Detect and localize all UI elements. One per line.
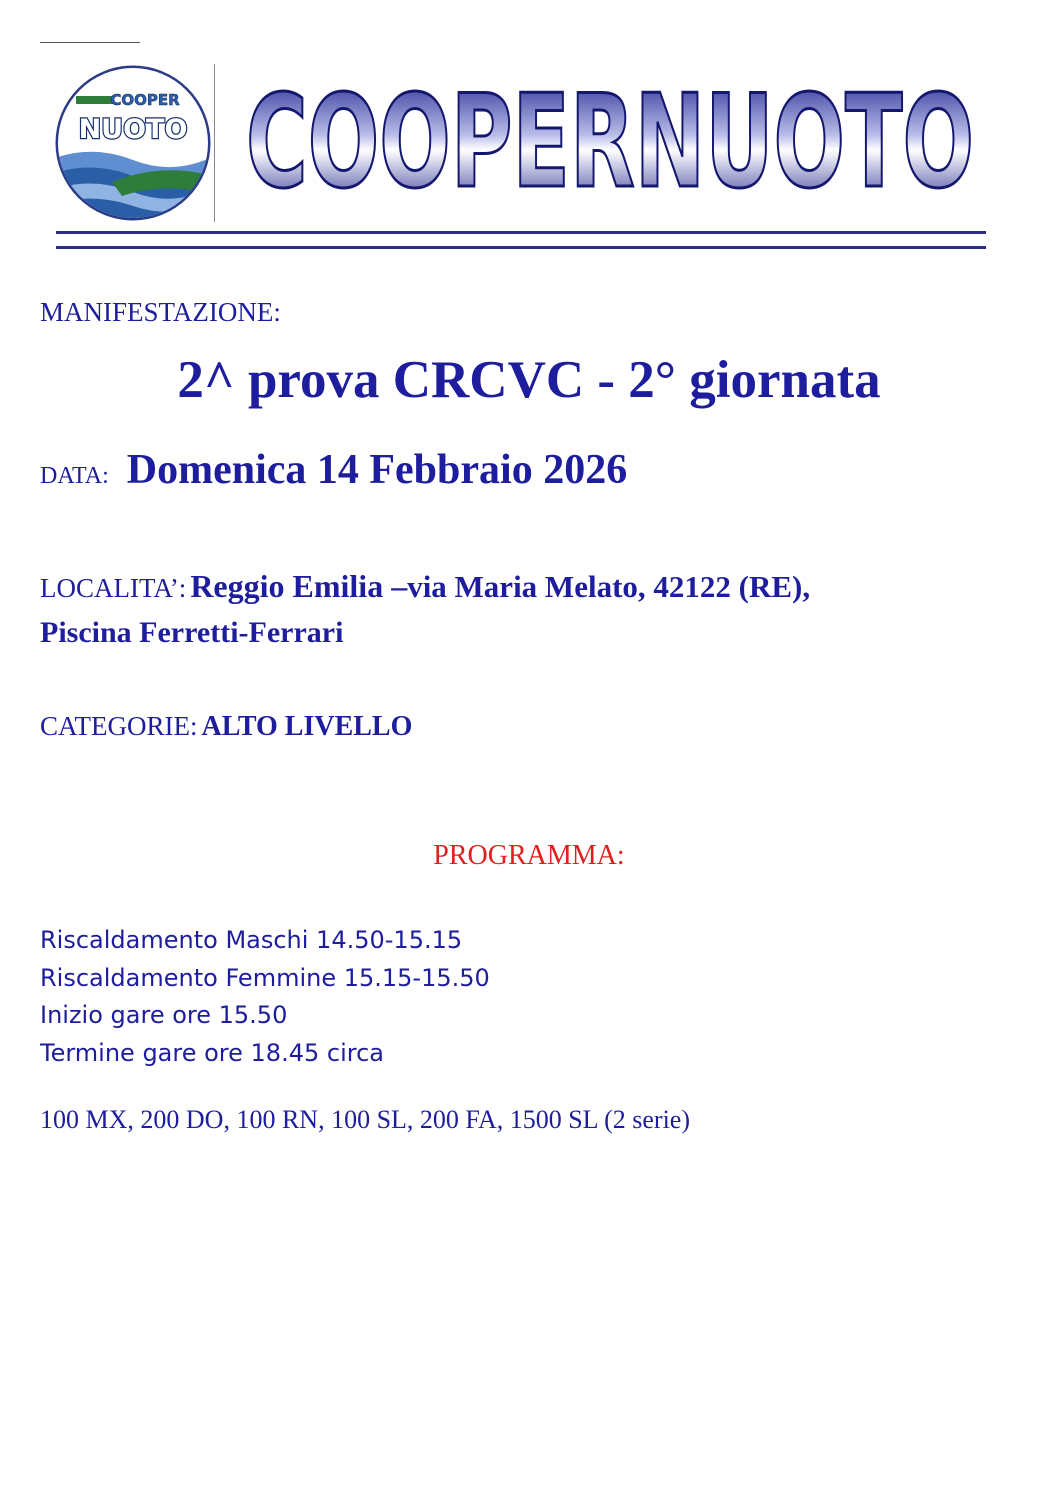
- brand-title-text: COOPERNUOTO: [246, 86, 974, 198]
- date-line: [40, 446, 627, 494]
- schedule-item: Riscaldamento Femmine 15.15-15.50: [40, 963, 490, 992]
- header-rule-top: [56, 231, 986, 234]
- categories-label: CATEGORIE:: [40, 711, 198, 741]
- logo-emblem: [52, 64, 214, 222]
- categories-line: [40, 711, 412, 743]
- brand-title: [242, 86, 978, 198]
- location-block: [40, 566, 1020, 653]
- top-rule: [40, 42, 140, 43]
- event-name: 2^ prova CRCVC - 2° giornata: [177, 351, 881, 409]
- schedule-item: Riscaldamento Maschi 14.50-15.15: [40, 926, 463, 954]
- schedule-list: [40, 922, 490, 1072]
- header-rule-bottom: [56, 246, 986, 249]
- location-venue: Piscina Ferretti-Ferrari: [40, 616, 344, 649]
- event-label: MANIFESTAZIONE:: [40, 297, 281, 327]
- location-city: Reggio Emilia –: [190, 568, 408, 604]
- coopernuoto-logo: [52, 64, 215, 222]
- schedule-item: Inizio gare ore 15.50: [40, 1001, 288, 1029]
- date-value: Domenica 14 Febbraio 2026: [126, 447, 628, 493]
- location-address: via Maria Melato, 42122 (RE),: [407, 569, 811, 604]
- location-label: LOCALITA’:: [40, 573, 187, 603]
- logo-text-bottom: NUOTO: [78, 114, 188, 145]
- categories-value: ALTO LIVELLO: [201, 711, 413, 742]
- logo-text-top: COOPER: [110, 91, 180, 109]
- schedule-item: Termine gare ore 18.45 circa: [40, 1038, 384, 1067]
- events-list: 100 MX, 200 DO, 100 RN, 100 SL, 200 FA, 1500 SL (2 serie): [40, 1105, 690, 1134]
- date-label: DATA:: [40, 463, 109, 489]
- programme-title: PROGRAMMA:: [433, 840, 625, 871]
